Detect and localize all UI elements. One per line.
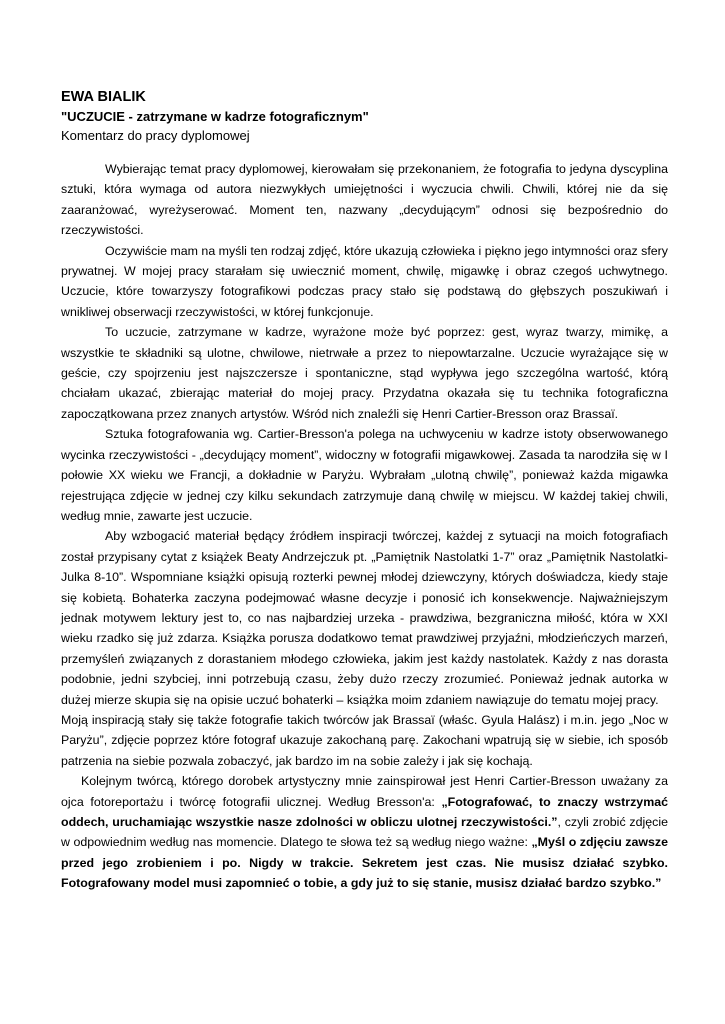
paragraph-4: Sztuka fotografowania wg. Cartier-Bresson'a polega na uchwyceniu w kadrze istoty obserwowanego wycinka rzeczywistości - „decydujący moment”, widoczny w fotografii migawkowej. Zasada ta narodziła się w I połowie XX wieku we Francji, a dokładnie w Paryżu. Wybrałam „ulotną chwilę”, ponieważ każda migawka rejestrująca zdjęcie w jednej czy kilku sekundach zatrzymuje daną chwilę w miejscu. W każdej takiej chwili, według mnie, zawarte jest uczucie. bbox=[61, 427, 668, 523]
paragraph-6: Moją inspiracją stały się także fotografie takich twórców jak Brassaï (właśc. Gyula Halász) i m.in. jego „Noc w Paryżu”, zdjęcie poprzez które fotograf ukazuje zakochaną parę. Zakochani wpatrują się w siebie, ich sposób patrzenia na siebie pozwala zobaczyć, jak bardzo im na sobie zależy i jak się kochają. bbox=[61, 712, 668, 768]
paragraph-5: Aby wzbogacić materiał będący źródłem inspiracji twórczej, każdej z sytuacji na moich fotografiach został przypisany cytat z książek Beaty Andrzejczuk pt. „Pamiętnik Nastolatki 1-7” oraz „Pamiętnik Nastolatki-Julka 8-10”. Wspomniane książki opisują rozterki pewnej młodej dziewczyny, których doświadcza, kiedy staje się kobietą. Bohaterka zaczyna podejmować własne decyzje i ponosić ich konsekwencje. Najważniejszym jednak motywem lektury jest to, co nas najbardziej urzeka - prawdziwa, bezgraniczna miłość, która w XXI wieku rzadko się już zdarza. Książka porusza dodatkowo temat prawdziwej przyjaźni, młodzieńczych marzeń, przemyśleń związanych z dorastaniem młodego człowieka, jakim jest każdy nastolatek. Każdy z nas dorasta podobnie, jedni szybciej, inni potrzebują czasu, żeby dużo rzeczy zrozumieć. Ponieważ jednak autorka w dużej mierze skupia się na opisie uczuć bohaterki – książka moim zdaniem nawiązuje do tematu mojej pracy. bbox=[61, 529, 668, 707]
document-title: "UCZUCIE - zatrzymane w kadrze fotograficznym" bbox=[61, 109, 369, 124]
author-name: EWA BIALIK bbox=[61, 89, 146, 105]
paragraph-7-text-2: , czyli zrobić zdjęcie w odpowiednim według nas momencie. Dlatego te słowa też są według niego ważne: bbox=[61, 815, 668, 850]
paragraph-1: Wybierając temat pracy dyplomowej, kierowałam się przekonaniem, że fotografia to jedyna dyscyplina sztuki, która wymaga od autora niezwykłych umiejętności i wyczucia chwili. Chwili, której nie da się zaaranżować, wyreżyserować. Moment ten, nazwany „decydującym” odnosi się bezpośrednio do rzeczywistości. bbox=[61, 162, 668, 238]
paragraph-7-text-1: Kolejnym twórcą, którego dorobek artystyczny mnie zainspirował jest Henri Cartier-Bresson uważany za ojca fotoreportażu i twórcę fotografii ulicznej. Według Bresson'a: bbox=[61, 774, 668, 809]
document-body bbox=[61, 159, 668, 894]
paragraph-7 bbox=[61, 771, 668, 893]
quote-bresson-2: „Myśl o zdjęciu zawsze przed jego zrobieniem i po. Nigdy w trakcie. Sekretem jest czas. Nie musisz działać szybko. Fotografowany model musi zapomnieć o tobie, a gdy już to się stanie, musisz działać bardzo szybko.” bbox=[61, 835, 668, 891]
quote-bresson-1: „Fotografować, to znaczy wstrzymać oddech, uruchamiając wszystkie nasze zdolności w obliczu ulotnej rzeczywistości.” bbox=[61, 794, 668, 829]
paragraph-3: To uczucie, zatrzymane w kadrze, wyrażone może być poprzez: gest, wyraz twarzy, mimikę, a wszystkie te składniki są ulotne, chwilowe, nietrwałe a przez to niepowtarzalne. Uczucie wyrażające się w geście, czy spojrzeniu jest najszczersze i spontaniczne, stąd wypływa jego szczególna wartość, którą chciałam ukazać, zbierając materiał do mojej pracy. Przydatna okazała się tu technika fotograficzna zapoczątkowana przez znanych artystów. Wśród nich znaleźli się Henri Cartier-Bresson oraz Brassaï. bbox=[61, 325, 668, 421]
document-subtitle: Komentarz do pracy dyplomowej bbox=[61, 128, 250, 143]
document-header bbox=[61, 87, 671, 145]
paragraph-2: Oczywiście mam na myśli ten rodzaj zdjęć, które ukazują człowieka i piękno jego intymności oraz sfery prywatnej. W mojej pracy starałam się uwiecznić moment, chwilę, migawkę i obraz czegoś uchwytnego. Uczucie, które towarzyszy fotografikowi podczas pracy stało się podstawą do głębszych poszukiwań i wnikliwej obserwacji rzeczywistości, w której funkcjonuje. bbox=[61, 243, 668, 319]
